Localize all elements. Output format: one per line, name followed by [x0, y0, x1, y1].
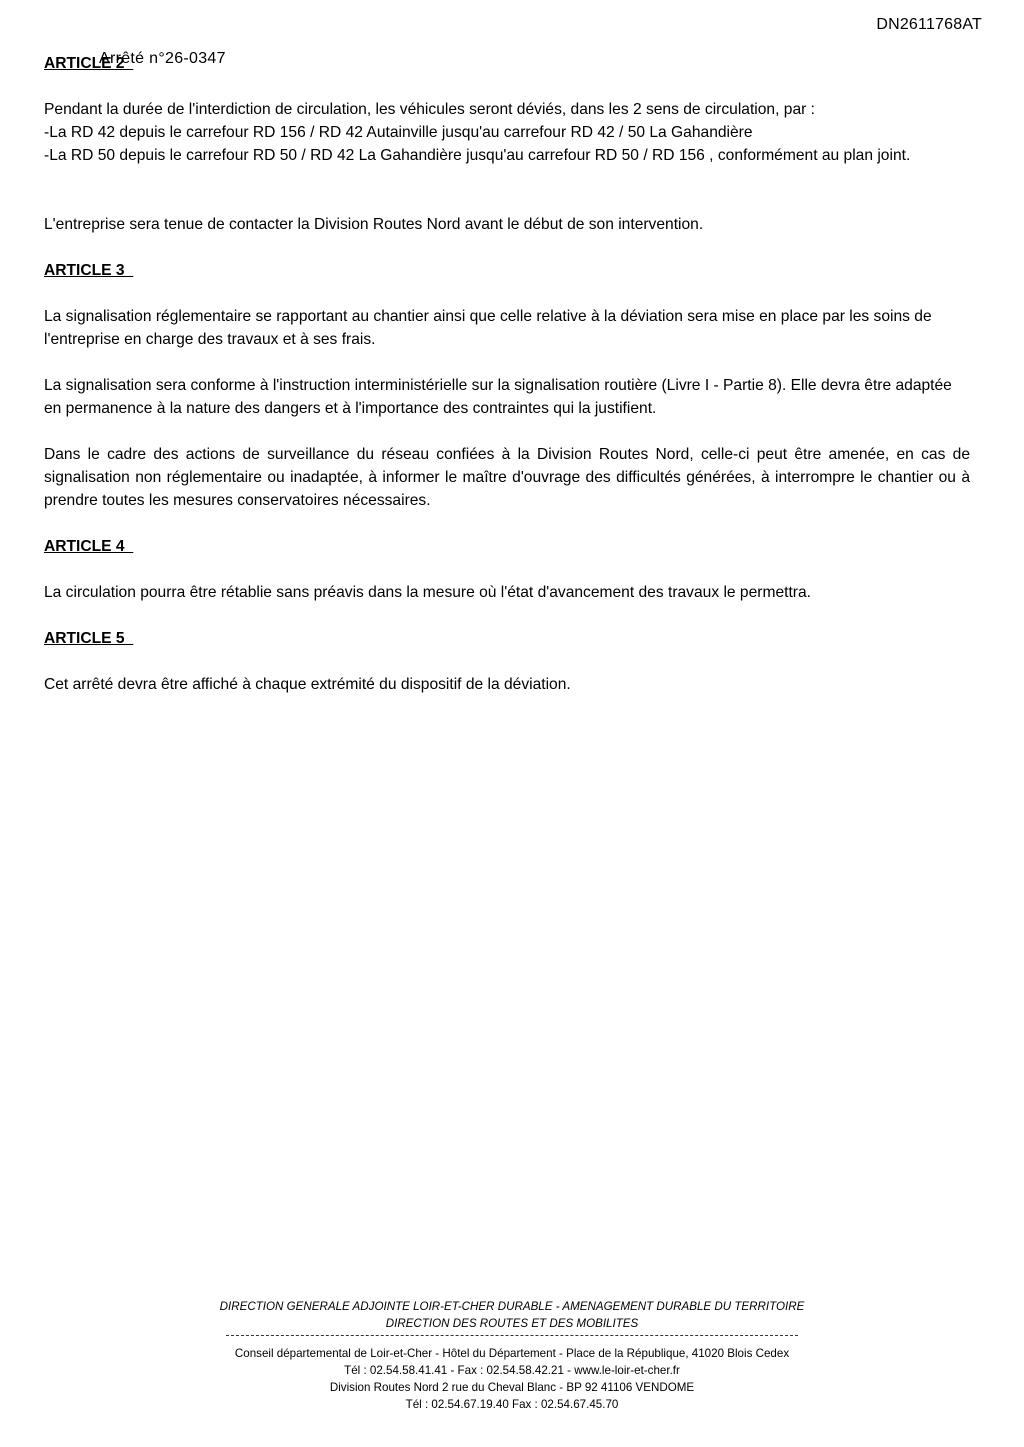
- article-3-paragraph-2: La signalisation sera conforme à l'instruction interministérielle sur la signalisation routière (Livre I - Partie 8). Elle devra être adaptée en permanence à la nature des dangers et à l'importance des contraintes qui la justifient.: [44, 377, 952, 417]
- footer-direction-generale: DIRECTION GENERALE ADJOINTE LOIR-ET-CHER DURABLE - AMENAGEMENT DURABLE DU TERRITOIRE: [219, 1300, 805, 1313]
- article-5-paragraph-1: Cet arrêté devra être affiché à chaque extrémité du dispositif de la déviation.: [44, 676, 571, 693]
- article-2: [44, 52, 970, 259]
- article-3-title: ARTICLE 3: [44, 262, 134, 279]
- footer-direction-routes: DIRECTION DES ROUTES ET DES MOBILITES: [385, 1317, 639, 1330]
- document-body: [44, 52, 970, 696]
- article-3: [44, 259, 970, 535]
- article-2-paragraph-2: -La RD 42 depuis le carrefour RD 156 / RD 42 Autainville jusqu'au carrefour RD 42 / 50 La Gahandière: [44, 124, 753, 141]
- article-5: [44, 627, 970, 696]
- arrete-number: Arrêté n°26-0347: [99, 50, 226, 67]
- footer-division-address: Division Routes Nord 2 rue du Cheval Blanc - BP 92 41106 VENDOME: [329, 1381, 695, 1394]
- article-2-title: ARTICLE 2: [44, 55, 134, 72]
- article-4-paragraph-1: La circulation pourra être rétablie sans préavis dans la mesure où l'état d'avancement des travaux le permettra.: [44, 584, 811, 601]
- article-4-title: ARTICLE 4: [44, 538, 134, 555]
- article-3-paragraph-3: Dans le cadre des actions de surveillance du réseau confiées à la Division Routes Nord, celle-ci peut être amenée, en cas de signalisation non réglementaire ou inadaptée, à informer le maître d'ouvrage des difficultés générées, à interrompre le chantier ou à prendre toutes les mesures conservatoires nécessaires.: [44, 446, 970, 509]
- page-footer: [200, 1298, 824, 1413]
- document-reference: DN2611768AT: [876, 16, 982, 33]
- article-2-paragraph-1: Pendant la durée de l'interdiction de circulation, les véhicules seront déviés, dans les 2 sens de circulation, par :: [44, 101, 815, 118]
- footer-division-contact: Tél : 02.54.67.19.40 Fax : 02.54.67.45.70: [405, 1398, 619, 1411]
- article-5-title: ARTICLE 5: [44, 630, 134, 647]
- article-4: [44, 535, 970, 627]
- article-2-paragraph-3: -La RD 50 depuis le carrefour RD 50 / RD 42 La Gahandière jusqu'au carrefour RD 50 / RD 156 , conformément au plan joint.: [44, 147, 911, 164]
- footer-divider: [226, 1335, 798, 1337]
- footer-address: Conseil départemental de Loir-et-Cher - Hôtel du Département - Place de la République, 41020 Blois Cedex: [234, 1347, 790, 1360]
- article-2-paragraph-4: L'entreprise sera tenue de contacter la Division Routes Nord avant le début de son intervention.: [44, 216, 704, 233]
- footer-contact: Tél : 02.54.58.41.41 - Fax : 02.54.58.42.21 - www.le-loir-et-cher.fr: [344, 1364, 680, 1377]
- article-3-paragraph-1: La signalisation réglementaire se rapportant au chantier ainsi que celle relative à la déviation sera mise en place par les soins de l'entreprise en charge des travaux et à ses frais.: [44, 308, 932, 348]
